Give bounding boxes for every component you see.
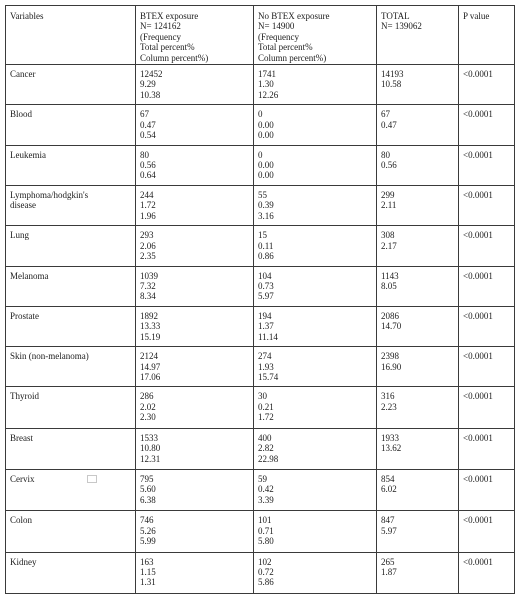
p-value-cell: [459, 306, 515, 346]
total-cell-text: 2086 14.70: [381, 310, 402, 332]
btex-exposure-cell: [136, 306, 254, 346]
cancer-btex-table: [5, 5, 515, 594]
variable-cell-text: Skin (non-melanoma): [10, 351, 89, 362]
variable-cell: [6, 266, 136, 306]
total-cell: [377, 470, 459, 511]
variable-cell: [6, 65, 136, 105]
variable-cell: [6, 306, 136, 346]
btex-exposure-cell: [136, 347, 254, 387]
table-row: [6, 266, 515, 306]
table-row: [6, 65, 515, 105]
p-value-cell: [459, 226, 515, 266]
no-btex-exposure-cell-text: 55 0.39 3.16: [258, 189, 274, 221]
btex-exposure-cell-text: 1892 13.33 15.19: [140, 310, 161, 342]
variable-cell-text: Prostate: [10, 310, 39, 321]
p-value-cell-text: <0.0001: [463, 432, 493, 443]
no-btex-exposure-cell-text: 59 0.42 3.39: [258, 474, 274, 505]
table-row: [6, 306, 515, 346]
p-value-cell: [459, 105, 515, 145]
btex-exposure-cell-text: 244 1.72 1.96: [140, 189, 156, 221]
variable-cell-text: Cervix: [10, 474, 35, 484]
table-row: [6, 511, 515, 552]
variable-cell: [6, 470, 136, 511]
no-btex-exposure-cell: [254, 387, 377, 428]
no-btex-exposure-cell-text: 400 2.82 22.98: [258, 432, 279, 464]
table-row: [6, 428, 515, 469]
variable-cell: [6, 145, 136, 185]
no-btex-exposure-cell: [254, 428, 377, 469]
btex-exposure-cell-text: 286 2.02 2.30: [140, 391, 156, 423]
header-btex-exposure: BTEX exposure N= 124162 (Frequency Total percent% Column percent%): [136, 6, 254, 65]
total-cell-text: 854 6.02: [381, 474, 397, 495]
header-variables: Variables: [6, 6, 136, 65]
variable-cell-text: Kidney: [10, 556, 37, 567]
total-cell: [377, 552, 459, 593]
no-btex-exposure-cell-text: 1741 1.30 12.26: [258, 69, 279, 100]
p-value-cell: [459, 387, 515, 428]
table-row: [6, 347, 515, 387]
no-btex-exposure-cell-text: 101 0.71 5.80: [258, 515, 274, 547]
no-btex-exposure-cell: [254, 105, 377, 145]
p-value-cell: [459, 266, 515, 306]
p-value-cell: [459, 511, 515, 552]
no-btex-exposure-cell: [254, 145, 377, 185]
p-value-cell-text: <0.0001: [463, 189, 493, 200]
variable-cell: [6, 347, 136, 387]
total-cell: [377, 306, 459, 346]
no-btex-exposure-cell: [254, 511, 377, 552]
total-cell-text: 316 2.23: [381, 391, 397, 412]
variable-cell-text: Colon: [10, 515, 33, 526]
table-row: [6, 470, 515, 511]
no-btex-exposure-cell: [254, 306, 377, 346]
total-cell: [377, 145, 459, 185]
variable-cell-text: Melanoma: [10, 270, 49, 281]
no-btex-exposure-cell: [254, 266, 377, 306]
no-btex-exposure-cell-text: 102 0.72 5.86: [258, 556, 274, 588]
total-cell: [377, 347, 459, 387]
total-cell-text: 80 0.56: [381, 149, 397, 171]
btex-exposure-cell: [136, 511, 254, 552]
total-cell: [377, 428, 459, 469]
btex-exposure-cell-text: 795 5.60 6.38: [140, 474, 156, 505]
no-btex-exposure-cell-text: 15 0.11 0.86: [258, 230, 274, 262]
btex-exposure-cell: [136, 387, 254, 428]
header-total: TOTAL N= 139062: [377, 6, 459, 65]
btex-exposure-cell: [136, 185, 254, 225]
btex-exposure-cell: [136, 145, 254, 185]
p-value-cell-text: <0.0001: [463, 556, 493, 567]
no-btex-exposure-cell-text: 104 0.73 5.97: [258, 270, 274, 302]
no-btex-exposure-cell: [254, 185, 377, 225]
table-row: [6, 226, 515, 266]
no-btex-exposure-cell: [254, 347, 377, 387]
p-value-cell-text: <0.0001: [463, 310, 493, 321]
total-cell: [377, 511, 459, 552]
btex-exposure-cell-text: 1533 10.80 12.31: [140, 432, 161, 464]
no-btex-exposure-cell-text: 0 0.00 0.00: [258, 109, 274, 141]
no-btex-exposure-cell-text: 30 0.21 1.72: [258, 391, 274, 423]
variable-cell: [6, 552, 136, 593]
btex-exposure-cell: [136, 266, 254, 306]
header-p-value: P value: [459, 6, 515, 65]
comment-marker-icon: [87, 475, 97, 483]
variable-cell: [6, 387, 136, 428]
variable-cell-text: Breast: [10, 432, 33, 443]
no-btex-exposure-cell-text: 194 1.37 11.14: [258, 310, 278, 342]
btex-exposure-cell-text: 67 0.47 0.54: [140, 109, 156, 141]
btex-exposure-cell-text: 80 0.56 0.64: [140, 149, 156, 181]
table-row: [6, 145, 515, 185]
p-value-cell-text: <0.0001: [463, 149, 493, 160]
p-value-cell: [459, 470, 515, 511]
p-value-cell: [459, 145, 515, 185]
total-cell: [377, 105, 459, 145]
total-cell-text: 1143 8.05: [381, 270, 399, 291]
total-cell: [377, 387, 459, 428]
table-row: [6, 387, 515, 428]
variable-cell: [6, 428, 136, 469]
table-row: [6, 552, 515, 593]
total-cell-text: 67 0.47: [381, 109, 397, 130]
total-cell-text: 265 1.87: [381, 556, 397, 577]
total-cell: [377, 185, 459, 225]
total-cell-text: 299 2.11: [381, 189, 397, 211]
p-value-cell: [459, 65, 515, 105]
btex-exposure-cell-text: 163 1.15 1.31: [140, 556, 156, 588]
variable-cell-text: Blood: [10, 109, 33, 120]
btex-exposure-cell: [136, 470, 254, 511]
total-cell: [377, 266, 459, 306]
header-no-btex-exposure: No BTEX exposure N= 14900 (Frequency Total percent% Column percent%): [254, 6, 377, 65]
p-value-cell: [459, 347, 515, 387]
variable-cell: [6, 226, 136, 266]
p-value-cell-text: <0.0001: [463, 230, 493, 241]
variable-cell-text: Lymphoma/hodgkin's disease: [10, 189, 89, 211]
variable-cell-text: Cancer: [10, 69, 36, 80]
p-value-cell: [459, 428, 515, 469]
btex-exposure-cell-text: 12452 9.29 10.38: [140, 69, 163, 100]
btex-exposure-cell-text: 293 2.06 2.35: [140, 230, 156, 262]
btex-exposure-cell: [136, 552, 254, 593]
total-cell-text: 2398 16.90: [381, 351, 402, 372]
btex-exposure-cell: [136, 428, 254, 469]
no-btex-exposure-cell: [254, 65, 377, 105]
p-value-cell-text: <0.0001: [463, 391, 493, 402]
btex-exposure-cell: [136, 65, 254, 105]
header-row: [6, 6, 515, 65]
p-value-cell-text: <0.0001: [463, 270, 493, 281]
variable-cell: [6, 511, 136, 552]
p-value-cell-text: <0.0001: [463, 109, 493, 120]
variable-cell-text: Lung: [10, 230, 29, 241]
total-cell: [377, 65, 459, 105]
variable-cell: [6, 185, 136, 225]
table-row: [6, 185, 515, 225]
btex-exposure-cell-text: 1039 7.32 8.34: [140, 270, 158, 302]
no-btex-exposure-cell: [254, 226, 377, 266]
total-cell-text: 14193 10.58: [381, 69, 404, 90]
total-cell: [377, 226, 459, 266]
no-btex-exposure-cell: [254, 552, 377, 593]
no-btex-exposure-cell-text: 274 1.93 15.74: [258, 351, 279, 382]
p-value-cell: [459, 185, 515, 225]
btex-exposure-cell-text: 746 5.26 5.99: [140, 515, 156, 547]
no-btex-exposure-cell-text: 0 0.00 0.00: [258, 149, 274, 181]
no-btex-exposure-cell: [254, 470, 377, 511]
p-value-cell-text: <0.0001: [463, 515, 493, 526]
table-body: [6, 65, 515, 594]
btex-exposure-cell-text: 2124 14.97 17.06: [140, 351, 161, 382]
total-cell-text: 1933 13.62: [381, 432, 402, 454]
total-cell-text: 847 5.97: [381, 515, 397, 536]
btex-exposure-cell: [136, 105, 254, 145]
p-value-cell-text: <0.0001: [463, 474, 493, 484]
p-value-cell-text: <0.0001: [463, 69, 493, 80]
variable-cell: [6, 105, 136, 145]
p-value-cell-text: <0.0001: [463, 351, 493, 362]
total-cell-text: 308 2.17: [381, 230, 397, 251]
variable-cell-text: Thyroid: [10, 391, 39, 402]
btex-exposure-cell: [136, 226, 254, 266]
variable-cell-text: Leukemia: [10, 149, 46, 160]
p-value-cell: [459, 552, 515, 593]
table-row: [6, 105, 515, 145]
